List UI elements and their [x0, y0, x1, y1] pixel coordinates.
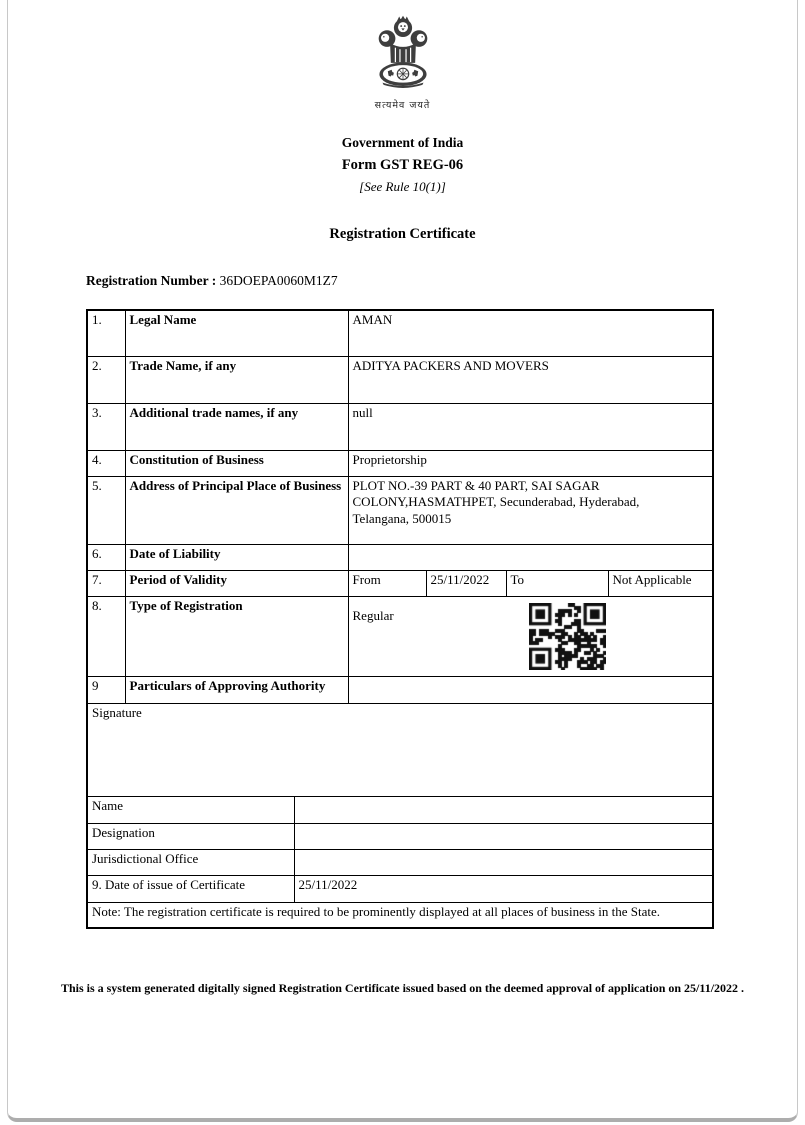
document-header	[0, 135, 805, 243]
row-value	[348, 676, 713, 703]
row-label: Period of Validity	[125, 570, 348, 596]
row-number: 7.	[87, 570, 125, 596]
authority-row-value	[294, 796, 713, 823]
form-name-heading: Form GST REG-06	[341, 157, 464, 173]
qr-code	[529, 603, 606, 670]
authority-row	[87, 823, 713, 849]
authority-row-label: Jurisdictional Office	[87, 849, 294, 875]
registration-number-value: 36DOEPA0060M1Z7	[219, 273, 338, 288]
authority-row-label: Name	[87, 796, 294, 823]
date-of-issue-label: 9. Date of issue of Certificate	[87, 875, 294, 902]
emblem-section	[0, 0, 805, 111]
validity-to-label: To	[506, 570, 608, 596]
note-row	[87, 902, 713, 928]
row-value: AMAN	[348, 310, 713, 356]
validity-from-label: From	[348, 570, 426, 596]
rule-reference: [See Rule 10(1)]	[359, 179, 446, 194]
row-value	[348, 476, 713, 544]
table-row	[87, 476, 713, 544]
row-number: 9	[87, 676, 125, 703]
india-emblem-icon	[365, 14, 441, 92]
table-row	[87, 676, 713, 703]
registration-number-label: Registration Number :	[86, 273, 217, 288]
registration-number-line	[86, 273, 805, 289]
registration-type-value: Regular	[352, 607, 394, 623]
authority-row-value	[294, 823, 713, 849]
table-row	[87, 356, 713, 403]
table-row-period-of-validity	[87, 570, 713, 596]
certificate-table	[86, 309, 714, 929]
row-label: Additional trade names, if any	[125, 403, 348, 450]
table-row	[87, 544, 713, 570]
row-number: 5.	[87, 476, 125, 544]
table-row-type-of-registration	[87, 596, 713, 676]
government-of-india-heading: Government of India	[341, 135, 464, 150]
date-of-issue-value: 25/11/2022	[294, 875, 713, 902]
row-number: 1.	[87, 310, 125, 356]
authority-row-value	[294, 849, 713, 875]
row-number: 3.	[87, 403, 125, 450]
table-row	[87, 403, 713, 450]
validity-from-value: 25/11/2022	[426, 570, 506, 596]
table-row	[87, 450, 713, 476]
row-label: Particulars of Approving Authority	[125, 676, 348, 703]
date-of-issue-row	[87, 875, 713, 902]
row-label: Type of Registration	[125, 596, 348, 676]
emblem-motto: सत्यमेव जयते	[374, 100, 431, 111]
authority-row-label: Designation	[87, 823, 294, 849]
row-label: Address of Principal Place of Business	[125, 476, 348, 544]
validity-to-value: Not Applicable	[608, 570, 713, 596]
authority-row	[87, 849, 713, 875]
row-value: Proprietorship	[348, 450, 713, 476]
row-number: 6.	[87, 544, 125, 570]
row-number: 8.	[87, 596, 125, 676]
row-label: Legal Name	[125, 310, 348, 356]
address-value: PLOT NO.-39 PART & 40 PART, SAI SAGAR COLONY,HASMATHPET, Secunderabad, Hyderabad, Telangana, 500015	[352, 477, 640, 526]
row-value	[348, 596, 713, 676]
table-row	[87, 310, 713, 356]
row-label: Date of Liability	[125, 544, 348, 570]
row-value: null	[348, 403, 713, 450]
signature-label: Signature	[87, 703, 713, 796]
row-number: 2.	[87, 356, 125, 403]
row-label: Constitution of Business	[125, 450, 348, 476]
row-value	[348, 544, 713, 570]
row-value: ADITYA PACKERS AND MOVERS	[348, 356, 713, 403]
authority-row	[87, 796, 713, 823]
row-label: Trade Name, if any	[125, 356, 348, 403]
certificate-title: Registration Certificate	[329, 226, 476, 242]
note-text: Note: The registration certificate is required to be prominently displayed at all places of business in the State.	[87, 902, 713, 928]
system-generated-note: This is a system generated digitally signed Registration Certificate issued based on the deemed approval of application on 25/11/2022 .	[60, 981, 745, 995]
signature-row	[87, 703, 713, 796]
row-number: 4.	[87, 450, 125, 476]
